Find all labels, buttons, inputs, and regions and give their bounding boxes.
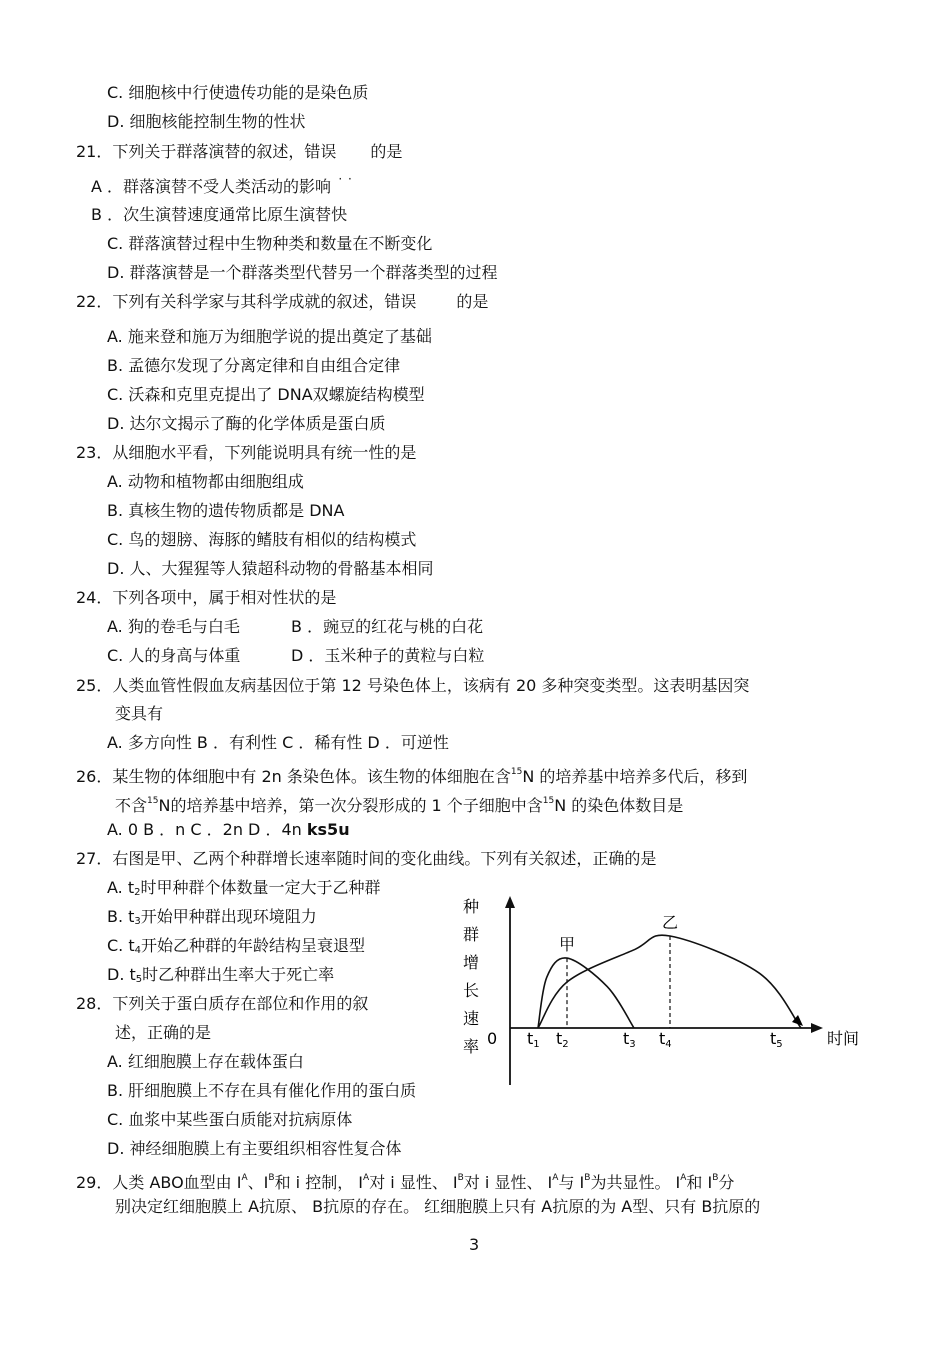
q28-option-d: D. 神经细胞膜上有主要组织相容性复合体 [107,1139,402,1158]
q29-allele-sup: A [680,1173,687,1183]
q26-isotope-sup: 15 [147,796,159,806]
x-tick-label: t2 [556,1029,569,1050]
q22-stem-text: 22．下列有关科学家与其科学成就的叙述，错误 [76,292,417,311]
q27-option-d [107,965,334,990]
q29-stem-line2: 别决定红细胞膜上 A抗原、 B抗原的存在。 红细胞膜上只有 A抗原的为 A型、只有 B抗原的 [115,1197,761,1216]
q20-option-d: D. 细胞核能控制生物的性状 [107,112,306,131]
q24-option-a: A. 狗的卷毛与白毛 [107,617,240,636]
page-number: 3 [469,1235,480,1254]
q27-opt-text: D. t [107,965,136,984]
q24-option-b: B ．豌豆的红花与桃的白花 [291,617,484,636]
q26-options [107,820,350,840]
q23-option-b: B. 真核生物的遗传物质都是 DNA [107,501,345,520]
q26-text: N的培养基中培养，第一次分裂形成的 1 个子细胞中含 [158,796,543,815]
y-axis-label-char: 长 [463,981,480,1000]
q27-opt-sub: 3 [134,916,141,927]
x-tick-sub: 5 [776,1039,783,1050]
x-tick-sub: 2 [562,1039,569,1050]
q21-option-c: C. 群落演替过程中生物种类和数量在不断变化 [107,234,433,253]
q24-option-d: D ．玉米种子的黄粒与白粒 [291,646,485,665]
q27-opt-text: 开始乙种群的年龄结构呈衰退型 [141,936,366,955]
q23-option-c: C. 鸟的翅膀、海豚的鳍肢有相似的结构模式 [107,530,417,549]
y-axis-label-char: 速 [463,1009,480,1028]
y-axis-label-char: 增 [463,953,480,972]
q27-stem: 27．右图是甲、乙两个种群增长速率随时间的变化曲线。下列有关叙述，正确的是 [76,849,657,868]
q21-stem [76,142,402,162]
q28-option-a: A. 红细胞膜上存在载体蛋白 [107,1052,304,1071]
q29-text: 对 i 显性、 I [463,1173,553,1192]
q29-text: 分 [718,1173,735,1192]
x-tick-label: t1 [527,1029,540,1050]
x-axis-arrow [811,1023,823,1033]
q28-option-b: B. 肝细胞膜上不存在具有催化作用的蛋白质 [107,1081,417,1100]
q23-stem: 23．从细胞水平看，下列能说明具有统一性的是 [76,443,417,462]
q27-option-a [107,878,381,903]
q26-text: 26．某生物的体细胞中有 2n 条染色体。该生物的体细胞在含 [76,767,511,786]
q29-allele-sup: B [457,1173,464,1183]
q29-allele-sup: A [552,1173,559,1183]
y-axis-label-char: 种 [463,897,480,916]
q22-stem-tail: 的是 [456,292,489,311]
q21-stem-text: 21．下列关于群落演替的叙述，错误 [76,142,337,161]
q21-stem-tail: 的是 [370,142,403,161]
q22-option-c: C. 沃森和克里克提出了 DNA双螺旋结构模型 [107,385,425,404]
x-tick-sub: 1 [533,1039,540,1050]
q22-option-b: B. 孟德尔发现了分离定律和自由组合定律 [107,356,401,375]
q23-option-d: D. 人、大猩猩等人猿超科动物的骨骼基本相同 [107,559,434,578]
q26-text: N 的培养基中培养多代后，移到 [522,767,748,786]
q26-text: N 的染色体数目是 [554,796,684,815]
q27-opt-text: C. t [107,936,135,955]
q21-option-b: B ．次生演替速度通常比原生演替快 [91,205,348,224]
x-tick-sub: 3 [629,1039,636,1050]
q26-isotope-sup: 15 [510,767,523,777]
q29-allele-sup: A [241,1173,248,1183]
q29-allele-sup: A [363,1173,370,1183]
q29-text: 和 i 控制， I [274,1173,364,1192]
q26-stem-line1 [76,762,747,787]
x-tick-label: t5 [770,1029,783,1050]
y-axis-arrow [505,896,515,908]
x-tick-label: t3 [623,1029,636,1050]
q29-allele-sup: B [712,1173,719,1183]
q24-stem: 24．下列各项中，属于相对性状的是 [76,588,337,607]
y-axis-label-char: 率 [463,1037,480,1056]
q29-text: 、I [247,1173,269,1192]
q29-text: 29．人类 ABO血型由 I [76,1173,242,1192]
q27-opt-text: 时乙种群出生率大于死亡率 [142,965,335,984]
q27-opt-text: 时甲种群个体数量一定大于乙种群 [140,878,381,897]
q29-stem-line1 [76,1168,734,1193]
q22-option-d: D. 达尔文揭示了酶的化学体质是蛋白质 [107,414,386,433]
series-line-甲 [538,958,634,1028]
population-growth-rate-chart [455,890,875,1095]
q27-opt-text: 开始甲种群出现环境阻力 [140,907,317,926]
x-tick-label: t4 [659,1029,672,1050]
q23-option-a: A. 动物和植物都由细胞组成 [107,472,304,491]
q27-opt-sub: 2 [134,887,141,898]
q28-stem-line2: 述，正确的是 [115,1023,212,1042]
q22-option-a: A. 施来登和施万为细胞学说的提出奠定了基础 [107,327,432,346]
x-tick-sub: 4 [665,1039,672,1050]
series-label-乙: 乙 [662,913,679,932]
x-axis-label: 时间 [827,1029,860,1048]
q24-option-c: C. 人的身高与体重 [107,646,241,665]
q29-allele-sup: B [268,1173,275,1183]
q29-text: 对 i 显性、 I [369,1173,458,1192]
q26-stem-line2 [115,791,683,816]
q20-option-c: C. 细胞核中行使遗传功能的是染色质 [107,83,369,102]
q21-option-d: D. 群落演替是一个群落类型代替另一个群落类型的过程 [107,263,498,282]
q28-stem-line1: 28．下列关于蛋白质存在部位和作用的叙 [76,994,369,1013]
q27-opt-text: B. t [107,907,135,926]
q21-option-a: A ．群落演替不受人类活动的影响 [91,177,332,196]
origin-label: 0 [487,1029,498,1048]
q27-opt-text: A. t [107,878,135,897]
series-label-甲: 甲 [559,935,576,955]
q27-option-b [107,907,317,932]
q27-opt-sub: 4 [134,945,141,956]
q25-stem-line2: 变具有 [115,704,164,723]
watermark: ks5u [306,820,350,839]
q29-text: 和 I [686,1173,713,1192]
q26-isotope-sup: 15 [542,796,555,806]
q27-opt-sub: 5 [135,974,143,985]
q29-text: 与 I [558,1173,585,1192]
q26-text: 不含 [115,796,148,815]
q26-option-text: A. 0 B ．n C ．2n D ．4n [107,820,302,839]
q22-stem [76,292,488,312]
y-axis-label [463,897,479,1056]
q29-allele-sup: B [584,1173,591,1183]
q25-options: A. 多方向性 B ．有利性 C ．稀有性 D ．可逆性 [107,733,449,752]
q25-stem-line1: 25．人类血管性假血友病基因位于第 12 号染色体上，该病有 20 多种突变类型。这表明基因突 [76,676,750,695]
q28-option-c: C. 血浆中某些蛋白质能对抗病原体 [107,1110,353,1129]
q29-text: 为共显性。 I [590,1173,681,1192]
y-axis-label-char: 群 [463,925,480,944]
q27-option-c [107,936,365,961]
